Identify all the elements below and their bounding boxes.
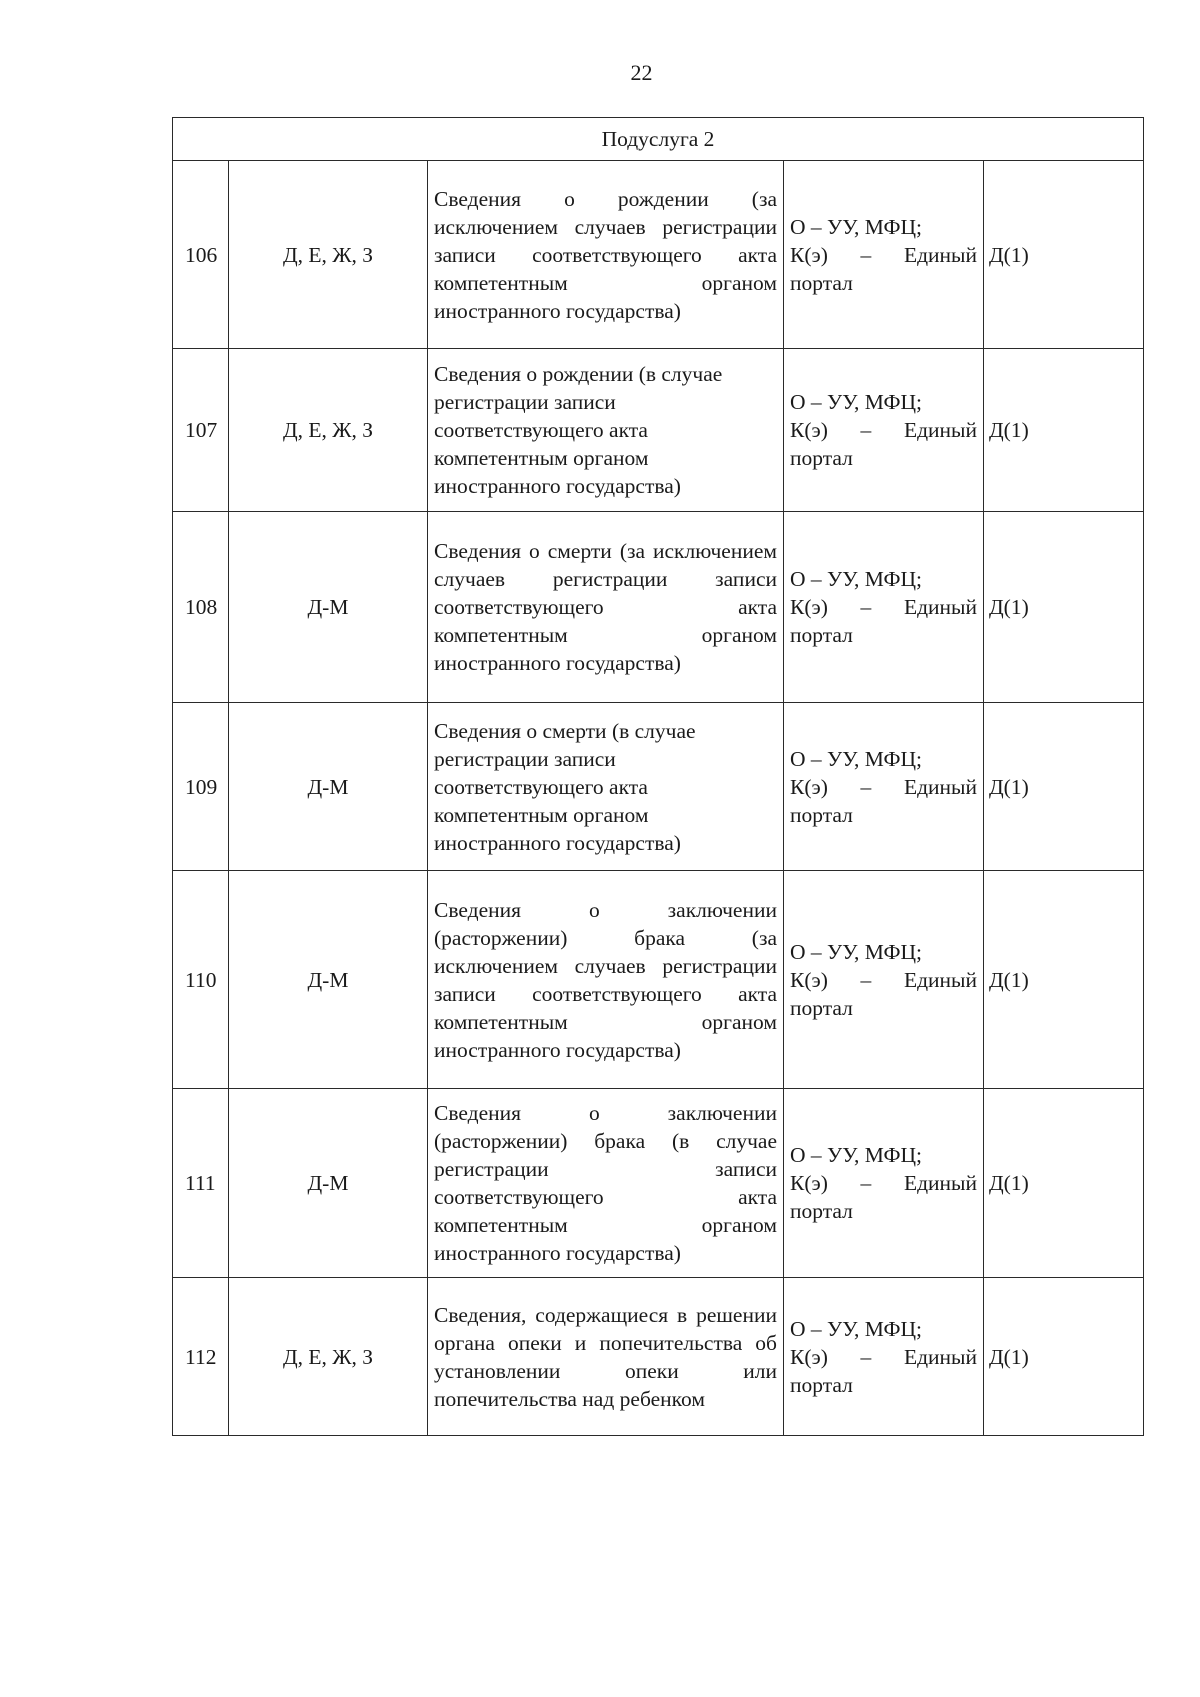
- row-mode: [784, 871, 984, 1089]
- row-result: Д(1): [984, 871, 1144, 1089]
- section-title: Подуслуга 2: [173, 118, 1144, 161]
- mode-line-2: К(э) – Единый: [790, 1344, 977, 1369]
- mode-line-2: К(э) – Единый: [790, 242, 977, 267]
- mode-line-1: О – УУ, МФЦ;: [790, 567, 923, 591]
- row-category: Д, Е, Ж, З: [229, 1278, 428, 1436]
- mode-line-3: портал: [790, 802, 853, 827]
- mode-line-3: портал: [790, 270, 853, 295]
- mode-line-1: О – УУ, МФЦ;: [790, 1143, 923, 1167]
- mode-line-2: К(э) – Единый: [790, 967, 977, 992]
- mode-line-2: К(э) – Единый: [790, 595, 977, 619]
- row-description: Сведения о смерти (за исключением случаев регистрации записи соответствующего акта компетентным органом иностранного государства): [428, 512, 784, 703]
- row-number: 108: [173, 512, 229, 703]
- row-mode: [784, 161, 984, 349]
- row-mode: [784, 1278, 984, 1436]
- page-number: 22: [630, 60, 653, 85]
- mode-line-1: О – УУ, МФЦ;: [790, 939, 923, 964]
- table-row: [173, 703, 1144, 871]
- mode-line-2: К(э) – Единый: [790, 1171, 977, 1195]
- mode-line-3: портал: [790, 1199, 853, 1223]
- row-result: Д(1): [984, 349, 1144, 512]
- mode-line-2: К(э) – Единый: [790, 774, 977, 799]
- row-result: Д(1): [984, 512, 1144, 703]
- mode-line-3: портал: [790, 623, 853, 647]
- row-category: Д, Е, Ж, З: [229, 349, 428, 512]
- row-number: 106: [173, 161, 229, 349]
- table-row: [173, 1278, 1144, 1436]
- row-description: Сведения, содержащиеся в решении органа опеки и попечительства об установлении опеки или попечительства над ребенком: [428, 1278, 784, 1436]
- row-description: Сведения о заключении (расторжении) брака (за исключением случаев регистрации записи соответствующего акта компетентным органом иностранного государства): [428, 871, 784, 1089]
- table-row: [173, 161, 1144, 349]
- table-row: [173, 1089, 1144, 1278]
- row-category: Д-М: [229, 512, 428, 703]
- row-number: 112: [173, 1278, 229, 1436]
- table-row: [173, 871, 1144, 1089]
- row-number: 110: [173, 871, 229, 1089]
- row-description: Сведения о рождении (за исключением случаев регистрации записи соответствующего акта компетентным органом иностранного государства): [428, 161, 784, 349]
- row-number: 107: [173, 349, 229, 512]
- row-description: Сведения о рождении (в случае регистрации записи соответствующего акта компетентным органом иностранного государства): [428, 349, 784, 512]
- services-table: [172, 117, 1144, 1436]
- row-number: 111: [173, 1089, 229, 1278]
- mode-line-3: портал: [790, 1372, 853, 1397]
- row-mode: [784, 512, 984, 703]
- mode-line-1: О – УУ, МФЦ;: [790, 1316, 923, 1341]
- row-mode: [784, 703, 984, 871]
- row-category: Д-М: [229, 871, 428, 1089]
- row-category: Д-М: [229, 1089, 428, 1278]
- row-mode: [784, 1089, 984, 1278]
- mode-line-2: К(э) – Единый: [790, 418, 977, 442]
- mode-line-1: О – УУ, МФЦ;: [790, 390, 923, 414]
- mode-line-1: О – УУ, МФЦ;: [790, 214, 923, 239]
- mode-line-1: О – УУ, МФЦ;: [790, 746, 923, 771]
- row-description: Сведения о смерти (в случае регистрации записи соответствующего акта компетентным органом иностранного государства): [428, 703, 784, 871]
- row-category: Д, Е, Ж, З: [229, 161, 428, 349]
- table-row: [173, 349, 1144, 512]
- row-result: Д(1): [984, 1089, 1144, 1278]
- mode-line-3: портал: [790, 995, 853, 1020]
- row-mode: [784, 349, 984, 512]
- row-result: Д(1): [984, 161, 1144, 349]
- mode-line-3: портал: [790, 446, 853, 470]
- row-number: 109: [173, 703, 229, 871]
- table-row: [173, 512, 1144, 703]
- row-result: Д(1): [984, 703, 1144, 871]
- section-header-row: [173, 118, 1144, 161]
- row-result: Д(1): [984, 1278, 1144, 1436]
- row-category: Д-М: [229, 703, 428, 871]
- row-description: Сведения о заключении (расторжении) брака (в случае регистрации записи соответствующего акта компетентным органом иностранного государства): [428, 1089, 784, 1278]
